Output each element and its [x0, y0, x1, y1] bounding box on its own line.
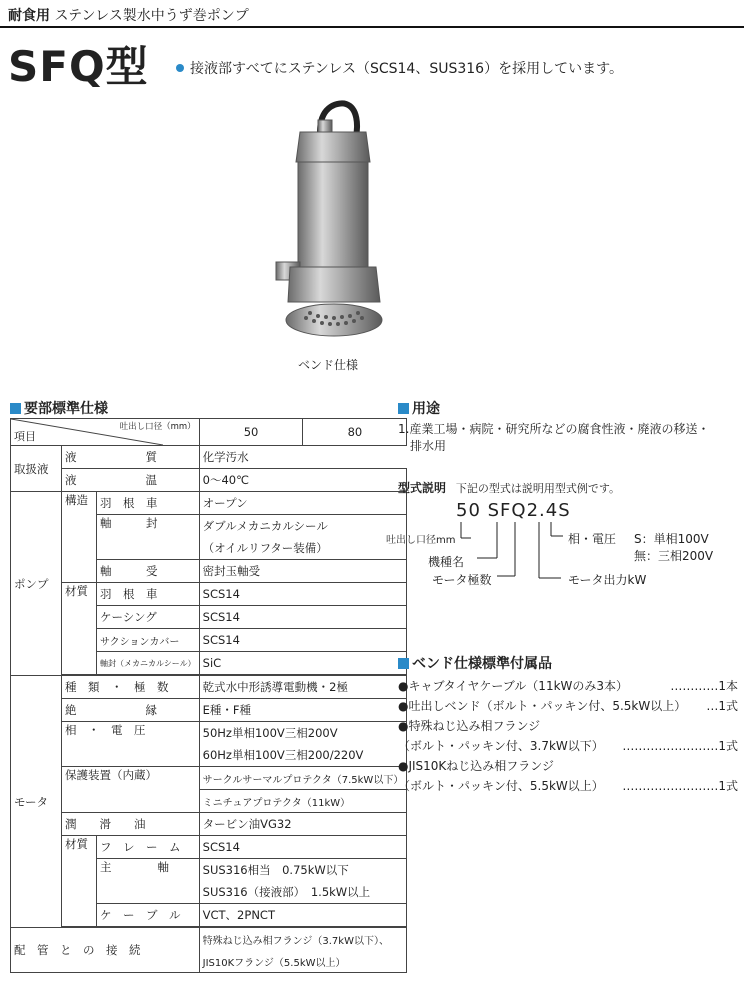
bearing-value: 密封玉軸受: [199, 560, 407, 583]
accessory-item: [398, 777, 738, 794]
spec-table: [10, 418, 407, 973]
m-impeller-label: 羽 根 車: [97, 583, 200, 606]
liquid-temp-label: 液 温: [62, 469, 200, 492]
pipe-value-1: 特殊ねじ込み相フランジ（3.7kW以下）、: [199, 928, 407, 951]
protection-value-1: サークルサーマルプロテクタ（7.5kW以下）: [199, 767, 407, 790]
group-liquid: 取扱液: [11, 446, 62, 492]
model-code-heading: [398, 479, 620, 496]
image-caption: ベンド仕様: [298, 358, 359, 372]
accessory-text: ●吐出しベンド（ボルト・パッキン付、5.5kW以上）: [398, 699, 687, 713]
casing-label: ケーシング: [97, 606, 200, 629]
accessory-text: ●JIS10Kねじ込み相フランジ: [398, 759, 555, 773]
bore-col-header: 吐出し口径（mm）: [119, 422, 196, 432]
accessory-text: ●特殊ねじ込み相フランジ: [398, 719, 541, 733]
pump-structure: 構造: [62, 492, 97, 583]
category-desc: ステンレス製水中うず巻ポンプ: [54, 8, 249, 24]
pump-image: [262, 92, 392, 342]
accessory-text: （ボルト・パッキン付、5.5kW以上）: [398, 779, 604, 793]
usage-heading: [398, 398, 440, 418]
usage-line-1: 1.産業工場・病院・研究所などの腐食性液・廃液の移送・: [398, 422, 710, 436]
suction-value: SCS14: [199, 629, 407, 652]
accessory-item: [398, 737, 738, 754]
name-desc: 機種名: [428, 555, 465, 569]
voltage-value-1: 50Hz単相100V三相200V: [199, 722, 407, 745]
category-bold: 耐食用: [8, 8, 50, 24]
type-value: 乾式水中形誘導電動機・2極: [199, 676, 407, 699]
model-code-title: 型式説明: [398, 481, 447, 495]
item-label: 項目: [14, 430, 36, 443]
pipe-label: 配 管 と の 接 続: [11, 928, 200, 973]
group-pump: ポンプ: [11, 492, 62, 676]
poles-desc: モータ極数: [432, 573, 492, 587]
seal-value-2: （オイルリフター装備）: [199, 537, 407, 560]
pump-material: 材質: [62, 583, 97, 675]
accessory-qty: …1式: [706, 699, 738, 713]
accessory-item: [398, 717, 738, 734]
usage-line-2: 排水用: [410, 439, 447, 453]
liquid-temp-value: 0～40℃: [199, 469, 407, 492]
model-code-note: 下記の型式は説明用型式例です。: [455, 482, 620, 495]
group-motor: モータ: [11, 676, 62, 928]
accessory-qty: …………1本: [670, 679, 738, 693]
lubricant-label: 潤 滑 油: [62, 813, 200, 836]
liquid-quality-label: 液 質: [62, 446, 200, 469]
accessories-title: ベンド仕様標準付属品: [412, 656, 552, 672]
bore-desc: 吐出し口径mm: [386, 535, 456, 546]
liquid-quality-value: 化学汚水: [199, 446, 407, 469]
frame-label: フ レ ー ム: [97, 836, 200, 859]
bullet-dot-icon: [176, 64, 184, 72]
model-title: SFQ型: [8, 42, 149, 91]
category-line: [8, 5, 249, 25]
output-desc: モータ出力kW: [568, 573, 647, 587]
tagline: [176, 58, 623, 78]
accessory-qty: ……………………1式: [622, 739, 738, 753]
motor-material: 材質: [62, 836, 97, 927]
shaftseal-label: 軸封（メカニカルシール）: [97, 652, 200, 675]
insulation-value: E種・F種: [199, 699, 407, 722]
frame-value: SCS14: [199, 836, 407, 859]
table-header-cell: [11, 419, 200, 446]
shaftseal-value: SiC: [199, 652, 407, 675]
size-80: 80: [303, 419, 407, 446]
model-code: 50 SFQ2.4S: [456, 500, 571, 521]
casing-value: SCS14: [199, 606, 407, 629]
pipe-value-2: JIS10Kフランジ（5.5kW以上）: [199, 950, 407, 973]
section-square-icon: [398, 403, 409, 414]
section-square-icon: [10, 403, 21, 414]
spec-title: 要部標準仕様: [24, 401, 108, 417]
cable-value: VCT、2PNCT: [199, 904, 407, 927]
shaft-value-2: SUS316（接液部） 1.5kW以上: [199, 881, 407, 904]
m-impeller-value: SCS14: [199, 583, 407, 606]
seal-label: 軸 封: [97, 515, 200, 560]
voltage-label: 相 ・ 電 圧: [62, 722, 200, 767]
section-square-icon: [398, 658, 409, 669]
phase-desc: 相・電圧: [568, 532, 617, 546]
tagline-text: 接液部すべてにステンレス（SCS14、SUS316）を採用しています。: [190, 61, 623, 77]
usage-title: 用途: [412, 401, 440, 417]
type-label: 種 類 ・ 極 数: [62, 676, 200, 699]
insulation-label: 絶 縁: [62, 699, 200, 722]
size-50: 50: [199, 419, 303, 446]
voltage-value-2: 60Hz単相100V三相200/220V: [199, 744, 407, 767]
impeller-value: オープン: [199, 492, 407, 515]
lubricant-value: タービン油VG32: [199, 813, 407, 836]
protection-label: 保護装置（内蔵）: [62, 767, 200, 813]
cable-label: ケ ー ブ ル: [97, 904, 200, 927]
bearing-label: 軸 受: [97, 560, 200, 583]
accessory-qty: ……………………1式: [622, 779, 738, 793]
impeller-label: 羽 根 車: [97, 492, 200, 515]
accessory-item: [398, 677, 738, 694]
accessory-text: ●キャブタイヤケーブル（11kWのみ3本）: [398, 679, 629, 693]
protection-value-2: ミニチュアプロテクタ（11kW）: [199, 790, 407, 813]
accessories-heading: [398, 653, 552, 673]
seal-value-1: ダブルメカニカルシール: [199, 515, 407, 538]
spec-heading: [10, 398, 108, 418]
none-desc: 無：三相200V: [634, 549, 714, 563]
accessory-text: （ボルト・パッキン付、3.7kW以下）: [398, 739, 604, 753]
accessory-item: [398, 697, 738, 714]
shaft-label: 主 軸: [97, 859, 200, 904]
header-rule: [0, 26, 744, 28]
shaft-value-1: SUS316相当 0.75kW以下: [199, 859, 407, 882]
s-desc: S：単相100V: [634, 532, 709, 546]
accessory-item: [398, 757, 738, 774]
suction-label: サクションカバー: [97, 629, 200, 652]
